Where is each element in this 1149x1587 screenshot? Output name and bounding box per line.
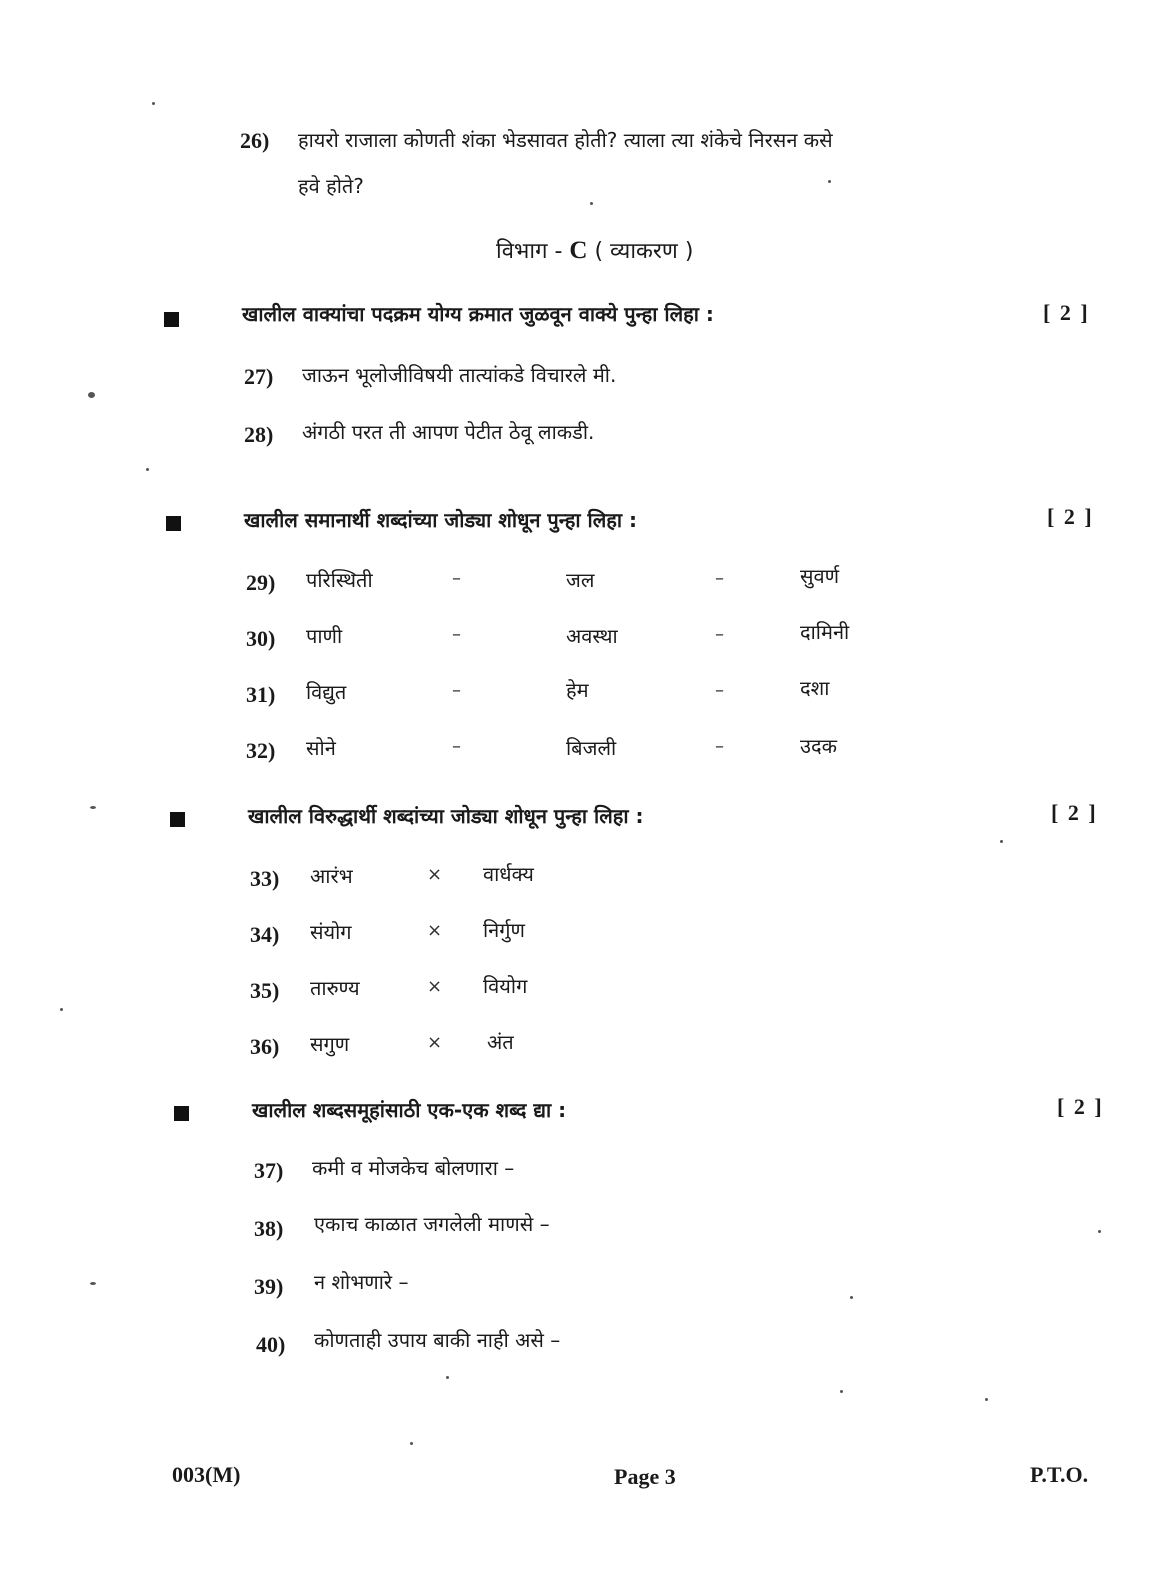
question-number: 35) bbox=[250, 978, 280, 1003]
block-heading: खालील शब्दसमूहांसाठी एक-एक शब्द द्या : bbox=[252, 1098, 567, 1122]
dash-separator: – bbox=[715, 624, 724, 645]
synonym-word: हेम bbox=[566, 678, 589, 702]
dash-separator: – bbox=[452, 624, 461, 645]
marks-label: [ 2 ] bbox=[1057, 1094, 1104, 1119]
dash-separator: – bbox=[452, 680, 461, 701]
synonym-word: विद्युत bbox=[306, 680, 347, 704]
scan-speck bbox=[590, 202, 593, 205]
synonym-word: सोने bbox=[306, 736, 336, 760]
scan-speck bbox=[828, 180, 831, 183]
scan-speck bbox=[90, 1282, 96, 1285]
cross-separator: × bbox=[427, 864, 443, 885]
question-text: एकाच काळात जगलेली माणसे – bbox=[314, 1212, 550, 1236]
question-number: 40) bbox=[256, 1332, 286, 1357]
synonym-word: सुवर्ण bbox=[800, 564, 840, 588]
scan-speck bbox=[60, 1008, 63, 1011]
block-heading: खालील समानार्थी शब्दांच्या जोड्या शोधून पुन्हा लिहा : bbox=[244, 508, 638, 532]
synonym-word: पाणी bbox=[306, 624, 343, 648]
question-number: 27) bbox=[244, 364, 274, 389]
scan-speck bbox=[146, 468, 149, 471]
paper-code: 003(M) bbox=[172, 1462, 241, 1487]
synonym-word: परिस्थिती bbox=[306, 568, 373, 592]
antonym-word: संयोग bbox=[310, 920, 352, 944]
dash-separator: – bbox=[715, 568, 724, 589]
antonym-word: निर्गुण bbox=[483, 918, 525, 942]
scan-speck bbox=[840, 1390, 843, 1393]
antonym-word: वियोग bbox=[483, 974, 528, 998]
scan-speck bbox=[90, 806, 96, 809]
antonym-word: अंत bbox=[487, 1030, 514, 1054]
block-heading: खालील विरुद्धार्थी शब्दांच्या जोड्या शोधून पुन्हा लिहा : bbox=[248, 804, 644, 828]
question-text: कोणताही उपाय बाकी नाही असे – bbox=[314, 1328, 561, 1352]
question-number: 29) bbox=[246, 570, 276, 595]
question-number: 28) bbox=[244, 422, 274, 447]
dash-separator: – bbox=[452, 568, 461, 589]
section-title bbox=[496, 235, 693, 265]
synonym-word: बिजली bbox=[566, 736, 617, 760]
scan-speck bbox=[1098, 1230, 1101, 1233]
question-number: 37) bbox=[254, 1158, 284, 1183]
antonym-word: तारुण्य bbox=[310, 976, 360, 1000]
question-number: 26) bbox=[240, 128, 270, 153]
synonym-word: जल bbox=[566, 568, 595, 592]
dash-separator: – bbox=[715, 736, 724, 757]
question-text: जाऊन भूलोजीविषयी तात्यांकडे विचारले मी. bbox=[302, 363, 617, 387]
scan-speck bbox=[985, 1398, 988, 1401]
scan-speck bbox=[410, 1442, 413, 1445]
question-text: हायरो राजाला कोणती शंका भेडसावत होती? त्याला त्या शंकेचे निरसन कसे bbox=[298, 128, 833, 152]
section-bullet bbox=[174, 1106, 189, 1121]
synonym-word: उदक bbox=[800, 734, 837, 758]
cross-separator: × bbox=[427, 920, 443, 941]
section-bullet bbox=[166, 516, 181, 531]
synonym-word: दामिनी bbox=[800, 620, 850, 644]
question-number: 39) bbox=[254, 1274, 284, 1299]
synonym-word: दशा bbox=[800, 676, 830, 700]
marks-label: [ 2 ] bbox=[1047, 504, 1094, 529]
scan-speck bbox=[1000, 840, 1003, 843]
question-number: 36) bbox=[250, 1034, 280, 1059]
question-number: 33) bbox=[250, 866, 280, 891]
section-title-prefix: विभाग - bbox=[496, 239, 570, 264]
antonym-word: वार्धक्य bbox=[483, 862, 534, 886]
question-text: न शोभणारे – bbox=[314, 1270, 409, 1294]
scan-speck bbox=[446, 1376, 449, 1379]
synonym-word: अवस्था bbox=[566, 624, 618, 648]
antonym-word: सगुण bbox=[310, 1032, 350, 1056]
cross-separator: × bbox=[427, 976, 443, 997]
question-number: 34) bbox=[250, 922, 280, 947]
question-text: अंगठी परत ती आपण पेटीत ठेवू लाकडी. bbox=[302, 420, 595, 444]
question-number: 31) bbox=[246, 682, 276, 707]
question-number: 38) bbox=[254, 1216, 284, 1241]
section-bullet bbox=[170, 812, 185, 827]
dash-separator: – bbox=[452, 736, 461, 757]
scan-speck bbox=[88, 392, 95, 398]
question-number: 32) bbox=[246, 738, 276, 763]
question-number: 30) bbox=[246, 626, 276, 651]
question-text: कमी व मोजकेच बोलणारा – bbox=[312, 1156, 515, 1180]
scan-speck bbox=[850, 1296, 853, 1299]
cross-separator: × bbox=[427, 1032, 443, 1053]
section-title-suffix: ( व्याकरण ) bbox=[587, 239, 694, 264]
antonym-word: आरंभ bbox=[310, 864, 353, 888]
marks-label: [ 2 ] bbox=[1051, 800, 1098, 825]
question-text-continued: हवे होते? bbox=[298, 174, 364, 198]
page-number: Page 3 bbox=[614, 1464, 676, 1489]
please-turn-over: P.T.O. bbox=[1030, 1462, 1089, 1487]
block-heading: खालील वाक्यांचा पदक्रम योग्य क्रमात जुळवून वाक्ये पुन्हा लिहा : bbox=[242, 302, 714, 326]
section-title-letter: C bbox=[569, 237, 588, 264]
section-bullet bbox=[164, 312, 179, 327]
scan-speck bbox=[152, 102, 155, 105]
dash-separator: – bbox=[715, 680, 724, 701]
marks-label: [ 2 ] bbox=[1043, 300, 1090, 325]
